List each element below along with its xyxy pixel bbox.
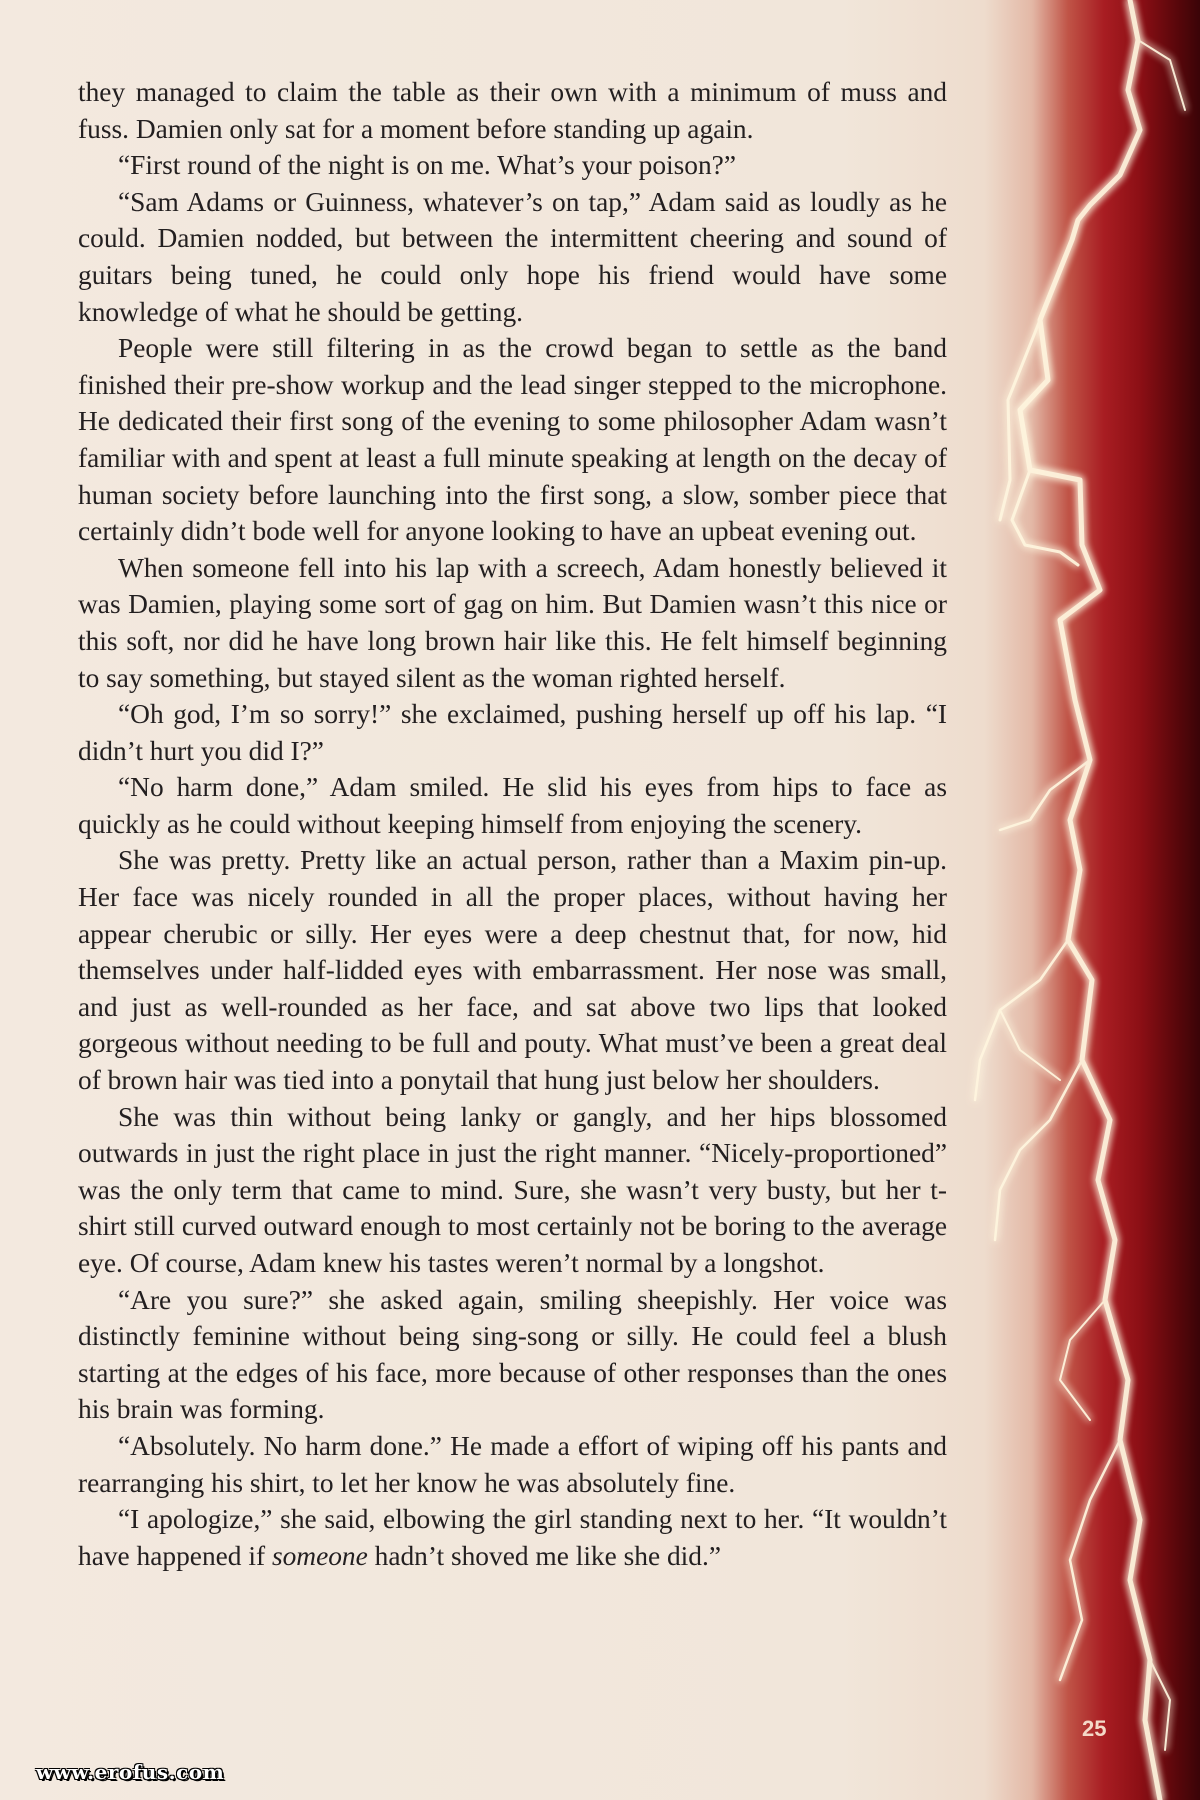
- paragraph: She was pretty. Pretty like an actual person, rather than a Maxim pin-up. Her face was nicely rounded in all the proper places, without having her appear cherubic or silly. Her eyes were a deep chestnut that, for now, hid themselves under half-lidded eyes with embarrassment. Her nose was small, and just as well-rounded as her face, and sat above two lips that looked gorgeous without needing to be full and pouty. What must’ve been a great deal of brown hair was tied into a ponytail that hung just below her shoulders.: [78, 845, 947, 1096]
- paragraph: “Absolutely. No harm done.” He made a effort of wiping off his pants and rearranging his shirt, to let her know he was absolutely fine.: [78, 1430, 947, 1498]
- paragraph-text: “I apologize,” she said, elbowing the girl standing next to her. “It wouldn’t have happened if: [78, 1504, 947, 1571]
- emphasized-word: someone: [271, 1540, 368, 1571]
- story-text: [78, 74, 947, 1574]
- paragraph: “Are you sure?” she asked again, smiling sheepishly. Her voice was distinctly feminine without being sing-song or silly. He could feel a blush starting at the edges of his face, more because of other responses than the ones his brain was forming.: [78, 1284, 947, 1425]
- paragraph: “Oh god, I’m so sorry!” she exclaimed, pushing herself up off his lap. “I didn’t hurt you did I?”: [78, 699, 947, 766]
- paragraph: “First round of the night is on me. What’s your poison?”: [118, 150, 736, 181]
- paragraph: “No harm done,” Adam smiled. He slid his eyes from hips to face as quickly as he could without keeping himself from enjoying the scenery.: [78, 772, 947, 839]
- watermark-logo: www.erofus.com: [36, 1760, 225, 1784]
- paragraph: People were still filtering in as the crowd began to settle as the band finished their pre-show workup and the lead singer stepped to the microphone. He dedicated their first song of the evening to some philosopher Adam wasn’t familiar with and spent at least a full minute speaking at length on the decay of human society before launching into the first song, a slow, somber piece that certainly didn’t bode well for anyone looking to have an upbeat evening out.: [78, 333, 947, 547]
- paragraph: they managed to claim the table as their own with a minimum of muss and fuss. Damien only sat for a moment before standing up again.: [78, 77, 947, 144]
- paragraph: [78, 1501, 947, 1574]
- page-number: 25: [1082, 1716, 1107, 1741]
- paragraph: “Sam Adams or Guinness, whatever’s on tap,” Adam said as loudly as he could. Damien nodded, but between the intermittent cheering and sound of guitars being tuned, he could only hope his friend would have some knowledge of what he should be getting.: [78, 186, 947, 327]
- paragraph-text: hadn’t shoved me like she did.”: [367, 1540, 721, 1571]
- paragraph: When someone fell into his lap with a screech, Adam honestly believed it was Damien, playing some sort of gag on him. But Damien wasn’t this nice or this soft, nor did he have long brown hair like this. He felt himself beginning to say something, but stayed silent as the woman righted herself.: [78, 552, 947, 693]
- paragraph: She was thin without being lanky or gangly, and her hips blossomed outwards in just the right place in just the right manner. “Nicely-proportioned” was the only term that came to mind. Sure, she wasn’t very busty, but her t-shirt still curved outward enough to most certainly not be boring to the average eye. Of course, Adam knew his tastes weren’t normal by a longshot.: [78, 1101, 947, 1278]
